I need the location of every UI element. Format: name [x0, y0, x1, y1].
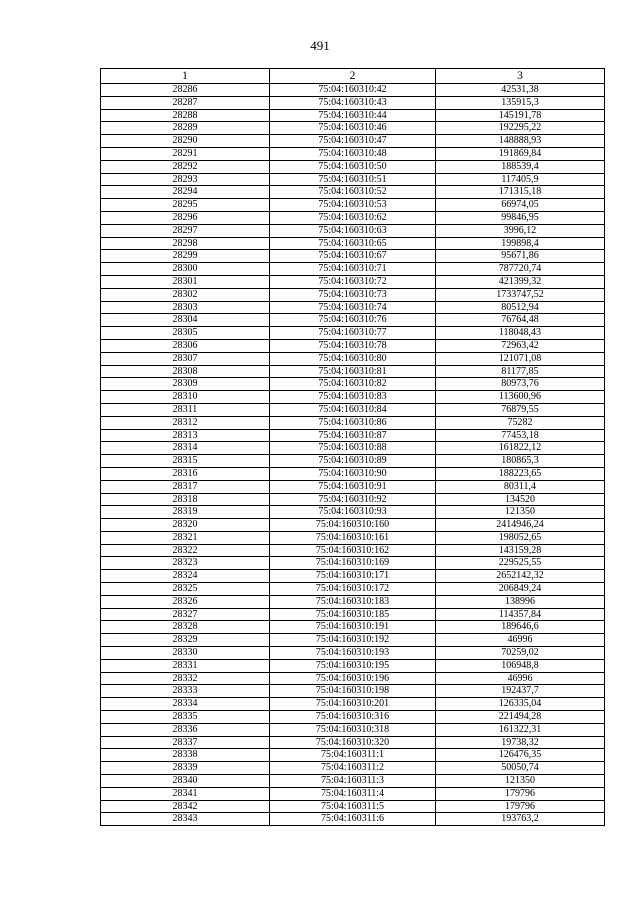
row-number-cell: 28333: [101, 685, 270, 698]
table-row: [101, 237, 605, 250]
column-header-3: 3: [436, 69, 605, 84]
value-cell: 121350: [436, 506, 605, 519]
row-number-cell: 28292: [101, 160, 270, 173]
value-cell: 179796: [436, 800, 605, 813]
value-cell: 421399,32: [436, 275, 605, 288]
cadastral-number-cell: 75:04:160310:172: [270, 583, 436, 596]
cadastral-number-cell: 75:04:160310:191: [270, 621, 436, 634]
table-row: [101, 275, 605, 288]
cadastral-number-cell: 75:04:160310:80: [270, 352, 436, 365]
value-cell: 72963,42: [436, 339, 605, 352]
value-cell: 126335,04: [436, 698, 605, 711]
cadastral-number-cell: 75:04:160310:88: [270, 442, 436, 455]
cadastral-number-cell: 75:04:160310:43: [270, 96, 436, 109]
table-row: [101, 199, 605, 212]
row-number-cell: 28327: [101, 608, 270, 621]
value-cell: 46996: [436, 634, 605, 647]
row-number-cell: 28320: [101, 519, 270, 532]
value-cell: 787720,74: [436, 263, 605, 276]
value-cell: 76764,48: [436, 314, 605, 327]
table-row: [101, 787, 605, 800]
table-row: [101, 544, 605, 557]
value-cell: 80973,76: [436, 378, 605, 391]
row-number-cell: 28312: [101, 416, 270, 429]
value-cell: 76879,55: [436, 403, 605, 416]
cadastral-number-cell: 75:04:160310:86: [270, 416, 436, 429]
cadastral-number-cell: 75:04:160310:53: [270, 199, 436, 212]
row-number-cell: 28330: [101, 647, 270, 660]
cadastral-number-cell: 75:04:160310:47: [270, 135, 436, 148]
table-row: [101, 122, 605, 135]
row-number-cell: 28304: [101, 314, 270, 327]
table-row: [101, 570, 605, 583]
table-row: [101, 659, 605, 672]
value-cell: 121071,08: [436, 352, 605, 365]
cadastral-number-cell: 75:04:160311:4: [270, 787, 436, 800]
value-cell: 50050,74: [436, 762, 605, 775]
row-number-cell: 28335: [101, 711, 270, 724]
row-number-cell: 28286: [101, 84, 270, 97]
cadastral-number-cell: 75:04:160310:78: [270, 339, 436, 352]
row-number-cell: 28341: [101, 787, 270, 800]
table-row: [101, 711, 605, 724]
value-cell: 66974,05: [436, 199, 605, 212]
value-cell: 113600,96: [436, 391, 605, 404]
row-number-cell: 28288: [101, 109, 270, 122]
row-number-cell: 28296: [101, 211, 270, 224]
table-header-row: [101, 69, 605, 84]
cadastral-number-cell: 75:04:160311:1: [270, 749, 436, 762]
value-cell: 80512,94: [436, 301, 605, 314]
value-cell: 191869,84: [436, 147, 605, 160]
row-number-cell: 28306: [101, 339, 270, 352]
value-cell: 46996: [436, 672, 605, 685]
row-number-cell: 28289: [101, 122, 270, 135]
cadastral-number-cell: 75:04:160310:72: [270, 275, 436, 288]
cadastral-number-cell: 75:04:160310:185: [270, 608, 436, 621]
cadastral-number-cell: 75:04:160310:48: [270, 147, 436, 160]
cadastral-number-cell: 75:04:160310:162: [270, 544, 436, 557]
table-row: [101, 173, 605, 186]
row-number-cell: 28316: [101, 467, 270, 480]
cadastral-number-cell: 75:04:160310:183: [270, 595, 436, 608]
value-cell: 117405,9: [436, 173, 605, 186]
table-row: [101, 813, 605, 826]
table-row: [101, 608, 605, 621]
table-row: [101, 647, 605, 660]
value-cell: 192295,22: [436, 122, 605, 135]
table-row: [101, 250, 605, 263]
value-cell: 138996: [436, 595, 605, 608]
row-number-cell: 28302: [101, 288, 270, 301]
cadastral-number-cell: 75:04:160310:201: [270, 698, 436, 711]
row-number-cell: 28322: [101, 544, 270, 557]
table-row: [101, 442, 605, 455]
row-number-cell: 28336: [101, 723, 270, 736]
table-row: [101, 288, 605, 301]
row-number-cell: 28328: [101, 621, 270, 634]
value-cell: 70259,02: [436, 647, 605, 660]
row-number-cell: 28317: [101, 480, 270, 493]
value-cell: 179796: [436, 787, 605, 800]
value-cell: 206849,24: [436, 583, 605, 596]
table-row: [101, 685, 605, 698]
table-row: [101, 378, 605, 391]
row-number-cell: 28308: [101, 365, 270, 378]
value-cell: 198052,65: [436, 531, 605, 544]
cadastral-number-cell: 75:04:160310:52: [270, 186, 436, 199]
table-row: [101, 762, 605, 775]
column-header-1: 1: [101, 69, 270, 84]
cadastral-number-cell: 75:04:160310:161: [270, 531, 436, 544]
row-number-cell: 28287: [101, 96, 270, 109]
value-cell: 126476,35: [436, 749, 605, 762]
row-number-cell: 28343: [101, 813, 270, 826]
cadastral-number-cell: 75:04:160310:77: [270, 327, 436, 340]
value-cell: 106948,8: [436, 659, 605, 672]
row-number-cell: 28326: [101, 595, 270, 608]
column-header-2: 2: [270, 69, 436, 84]
cadastral-number-cell: 75:04:160311:5: [270, 800, 436, 813]
row-number-cell: 28294: [101, 186, 270, 199]
value-cell: 1733747,52: [436, 288, 605, 301]
value-cell: 171315,18: [436, 186, 605, 199]
value-cell: 180865,3: [436, 455, 605, 468]
value-cell: 229525,55: [436, 557, 605, 570]
row-number-cell: 28293: [101, 173, 270, 186]
table-row: [101, 672, 605, 685]
table-row: [101, 557, 605, 570]
value-cell: 188223,65: [436, 467, 605, 480]
cadastral-number-cell: 75:04:160310:65: [270, 237, 436, 250]
row-number-cell: 28314: [101, 442, 270, 455]
value-cell: 134520: [436, 493, 605, 506]
table-row: [101, 736, 605, 749]
cadastral-number-cell: 75:04:160310:63: [270, 224, 436, 237]
row-number-cell: 28339: [101, 762, 270, 775]
cadastral-number-cell: 75:04:160310:90: [270, 467, 436, 480]
table-row: [101, 506, 605, 519]
table-row: [101, 749, 605, 762]
cadastral-number-cell: 75:04:160310:42: [270, 84, 436, 97]
row-number-cell: 28305: [101, 327, 270, 340]
cadastral-number-cell: 75:04:160310:87: [270, 429, 436, 442]
value-cell: 192437,7: [436, 685, 605, 698]
cadastral-number-cell: 75:04:160310:76: [270, 314, 436, 327]
cadastral-number-cell: 75:04:160310:169: [270, 557, 436, 570]
table-row: [101, 135, 605, 148]
value-cell: 81177,85: [436, 365, 605, 378]
table-row: [101, 391, 605, 404]
row-number-cell: 28324: [101, 570, 270, 583]
table-row: [101, 519, 605, 532]
row-number-cell: 28329: [101, 634, 270, 647]
value-cell: 121350: [436, 775, 605, 788]
cadastral-number-cell: 75:04:160310:74: [270, 301, 436, 314]
value-cell: 161322,31: [436, 723, 605, 736]
cadastral-number-cell: 75:04:160310:316: [270, 711, 436, 724]
row-number-cell: 28325: [101, 583, 270, 596]
cadastral-number-cell: 75:04:160310:193: [270, 647, 436, 660]
row-number-cell: 28301: [101, 275, 270, 288]
value-cell: 19738,32: [436, 736, 605, 749]
row-number-cell: 28321: [101, 531, 270, 544]
row-number-cell: 28319: [101, 506, 270, 519]
row-number-cell: 28315: [101, 455, 270, 468]
value-cell: 221494,28: [436, 711, 605, 724]
table-row: [101, 493, 605, 506]
table-row: [101, 698, 605, 711]
row-number-cell: 28340: [101, 775, 270, 788]
row-number-cell: 28299: [101, 250, 270, 263]
row-number-cell: 28337: [101, 736, 270, 749]
cadastral-number-cell: 75:04:160310:73: [270, 288, 436, 301]
cadastral-number-cell: 75:04:160310:171: [270, 570, 436, 583]
cadastral-number-cell: 75:04:160310:50: [270, 160, 436, 173]
cadastral-number-cell: 75:04:160310:82: [270, 378, 436, 391]
row-number-cell: 28300: [101, 263, 270, 276]
value-cell: 2652142,32: [436, 570, 605, 583]
table-row: [101, 224, 605, 237]
table-row: [101, 301, 605, 314]
table-row: [101, 723, 605, 736]
value-cell: 75282: [436, 416, 605, 429]
table-row: [101, 365, 605, 378]
row-number-cell: 28290: [101, 135, 270, 148]
table-row: [101, 429, 605, 442]
cadastral-number-cell: 75:04:160310:93: [270, 506, 436, 519]
cadastral-number-cell: 75:04:160311:2: [270, 762, 436, 775]
cadastral-number-cell: 75:04:160310:44: [270, 109, 436, 122]
cadastral-number-cell: 75:04:160310:318: [270, 723, 436, 736]
value-cell: 80311,4: [436, 480, 605, 493]
value-cell: 189646,6: [436, 621, 605, 634]
table-row: [101, 467, 605, 480]
cadastral-number-cell: 75:04:160310:320: [270, 736, 436, 749]
cadastral-number-cell: 75:04:160310:198: [270, 685, 436, 698]
table-row: [101, 775, 605, 788]
table-row: [101, 583, 605, 596]
cadastral-number-cell: 75:04:160310:160: [270, 519, 436, 532]
value-cell: 42531,38: [436, 84, 605, 97]
value-cell: 95671,86: [436, 250, 605, 263]
value-cell: 2414946,24: [436, 519, 605, 532]
row-number-cell: 28309: [101, 378, 270, 391]
row-number-cell: 28303: [101, 301, 270, 314]
row-number-cell: 28342: [101, 800, 270, 813]
table-row: [101, 416, 605, 429]
row-number-cell: 28318: [101, 493, 270, 506]
value-cell: 114357,84: [436, 608, 605, 621]
cadastral-number-cell: 75:04:160310:81: [270, 365, 436, 378]
table-row: [101, 327, 605, 340]
cadastral-number-cell: 75:04:160310:196: [270, 672, 436, 685]
cadastral-number-cell: 75:04:160311:6: [270, 813, 436, 826]
cadastral-number-cell: 75:04:160310:92: [270, 493, 436, 506]
value-cell: 77453,18: [436, 429, 605, 442]
page-number: 491: [310, 38, 330, 53]
cadastral-number-cell: 75:04:160310:46: [270, 122, 436, 135]
row-number-cell: 28291: [101, 147, 270, 160]
value-cell: 161822,12: [436, 442, 605, 455]
value-cell: 145191,78: [436, 109, 605, 122]
table-row: [101, 109, 605, 122]
table-row: [101, 403, 605, 416]
row-number-cell: 28331: [101, 659, 270, 672]
value-cell: 118048,43: [436, 327, 605, 340]
table-row: [101, 595, 605, 608]
cadastral-number-cell: 75:04:160310:192: [270, 634, 436, 647]
value-cell: 3996,12: [436, 224, 605, 237]
table-row: [101, 480, 605, 493]
table-row: [101, 339, 605, 352]
cadastral-number-cell: 75:04:160310:195: [270, 659, 436, 672]
table-body: [101, 84, 605, 826]
cadastral-number-cell: 75:04:160310:51: [270, 173, 436, 186]
cadastral-number-cell: 75:04:160310:84: [270, 403, 436, 416]
table-row: [101, 147, 605, 160]
row-number-cell: 28311: [101, 403, 270, 416]
value-cell: 199898,4: [436, 237, 605, 250]
cadastral-number-cell: 75:04:160310:71: [270, 263, 436, 276]
cadastral-number-cell: 75:04:160310:89: [270, 455, 436, 468]
cadastral-number-cell: 75:04:160310:67: [270, 250, 436, 263]
table-row: [101, 314, 605, 327]
table-row: [101, 263, 605, 276]
row-number-cell: 28332: [101, 672, 270, 685]
data-table: [100, 68, 605, 826]
table-row: [101, 96, 605, 109]
value-cell: 135915,3: [436, 96, 605, 109]
table-row: [101, 800, 605, 813]
table-row: [101, 621, 605, 634]
value-cell: 99846,95: [436, 211, 605, 224]
table-row: [101, 84, 605, 97]
row-number-cell: 28295: [101, 199, 270, 212]
table-row: [101, 531, 605, 544]
table-row: [101, 211, 605, 224]
value-cell: 148888,93: [436, 135, 605, 148]
table-row: [101, 455, 605, 468]
table-row: [101, 352, 605, 365]
table-row: [101, 186, 605, 199]
cadastral-number-cell: 75:04:160310:83: [270, 391, 436, 404]
value-cell: 143159,28: [436, 544, 605, 557]
row-number-cell: 28334: [101, 698, 270, 711]
row-number-cell: 28298: [101, 237, 270, 250]
table-row: [101, 634, 605, 647]
row-number-cell: 28313: [101, 429, 270, 442]
cadastral-number-cell: 75:04:160310:62: [270, 211, 436, 224]
value-cell: 193763,2: [436, 813, 605, 826]
table-row: [101, 160, 605, 173]
row-number-cell: 28310: [101, 391, 270, 404]
cadastral-number-cell: 75:04:160310:91: [270, 480, 436, 493]
value-cell: 188539,4: [436, 160, 605, 173]
row-number-cell: 28323: [101, 557, 270, 570]
row-number-cell: 28338: [101, 749, 270, 762]
cadastral-number-cell: 75:04:160311:3: [270, 775, 436, 788]
row-number-cell: 28297: [101, 224, 270, 237]
row-number-cell: 28307: [101, 352, 270, 365]
